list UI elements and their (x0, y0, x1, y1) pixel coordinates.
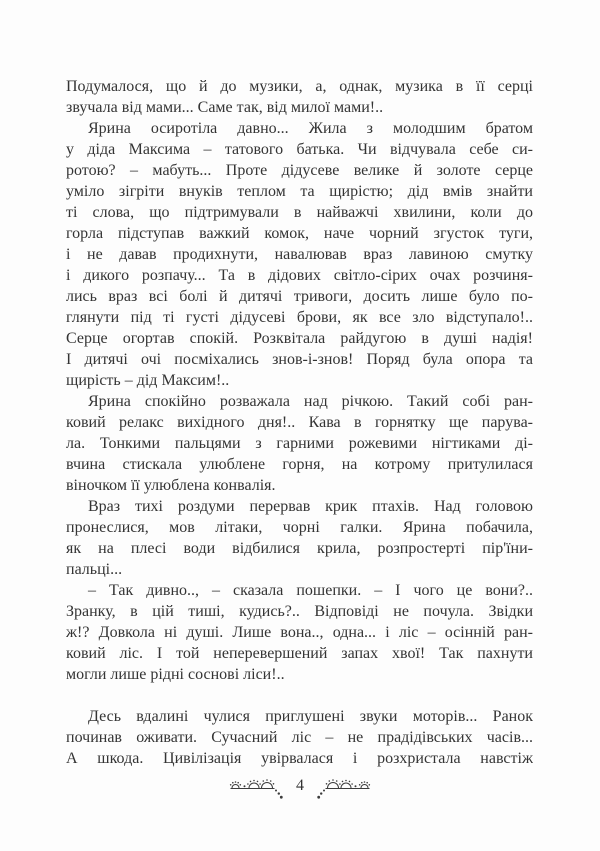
paragraph (66, 76, 533, 118)
text-line: починав оживати. Сучасний ліс – не прадідівських часів... (66, 729, 533, 746)
footer-flourish-right-icon (313, 775, 371, 801)
footer-flourish-left-icon (229, 775, 287, 801)
text-line: А шкода. Цивілізація увірвалася і розхристала навстіж (66, 750, 533, 767)
text-line: – Так дивно.., – сказала пошепки. – І чого це вони?.. (88, 582, 533, 599)
text-line: ковий ліс. І той неперевершений запах хвої! Так пахнути (66, 645, 533, 662)
text-line: Зранку, в цій тиші, кудись?.. Відповіді не почула. Звідки (66, 603, 533, 620)
text-line: як на плесі води відбилися крила, розпростерті пір'їни- (66, 540, 533, 557)
text-line: Ярина спокійно розважала над річкою. Такий собі ран- (88, 393, 533, 410)
text-line: лись враз всі болі й дитячі тривоги, досить лише було по- (66, 288, 533, 305)
text-line: щирість – дід Максим!.. (66, 372, 230, 389)
paragraph (66, 118, 533, 391)
text-line: ті слова, що підтримували в найважчі хвилини, коли до (66, 204, 533, 221)
text-line: Ярина осиротіла давно... Жила з молодшим братом (88, 120, 533, 137)
text-line: і дикого розпачу... Та в дідових світло-сірих очах розчиня- (66, 267, 533, 284)
text-line: ковий релакс вихідного дня!.. Кава в горнятку ще парува- (66, 414, 533, 431)
text-line: І дитячі очі посміхались знов-і-знов! Поряд була опора та (66, 351, 533, 368)
text-line: Десь вдалині чулися приглушені звуки моторів... Ранок (88, 708, 533, 725)
text-line: ла. Тонкими пальцями з гарними рожевими нігтиками ді- (66, 435, 533, 452)
text-line: пронеслися, мов літаки, чорні галки. Ярина побачила, (66, 519, 533, 536)
text-line: ж!? Довкола ні душі. Лише вона.., одна... і ліс – осінній ран- (66, 624, 533, 641)
text-line: Подумалося, що й до музики, а, однак, музика в її серці (66, 78, 533, 95)
text-line: уміло зігріти внуків теплом та щирістю; дід вмів знайти (66, 183, 533, 200)
text-line: Враз тихі роздуми перервав крик птахів. Над головою (88, 498, 533, 515)
text-line: могли лише рідні соснові ліси!.. (66, 666, 285, 683)
paragraph (66, 580, 533, 685)
text-line: і не давав продихнути, навалював враз лавиною смутку (66, 246, 533, 263)
text-line: ротою? – мабуть... Проте дідусеве велике й золоте серце (66, 162, 533, 179)
text-line: глянути під ті густі дідусеві брови, як все зло відступало!.. (66, 309, 533, 326)
text-line: звучала від мами... Саме так, від милої мами!.. (66, 99, 384, 116)
page-number: 4 (296, 777, 304, 794)
paragraph (66, 391, 533, 496)
text-line: вчина стискала улюблене горня, на котрому притулилася (66, 456, 533, 473)
page-footer (0, 775, 600, 801)
page-text-block (66, 76, 533, 769)
text-line: віночком її улюблена конвалія. (66, 477, 276, 494)
paragraph (66, 496, 533, 580)
text-line: у діда Максима – татового батька. Чи відчувала себе си- (66, 141, 533, 158)
text-line: Серце огортав спокій. Розквітала райдугою в душі надія! (66, 330, 533, 347)
text-line: горла підступав важкий комок, наче чорний згусток туги, (66, 225, 533, 242)
text-line: пальці... (66, 561, 123, 578)
paragraph (66, 706, 533, 769)
